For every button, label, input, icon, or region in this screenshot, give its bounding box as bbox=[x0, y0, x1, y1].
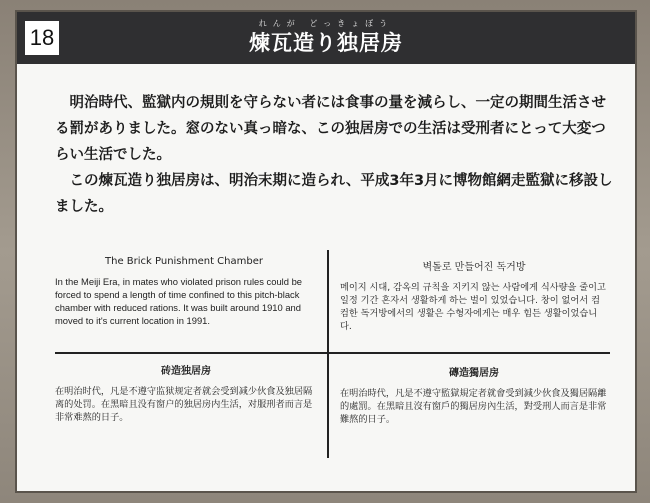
chinese-traditional-heading: 磚造獨居房 bbox=[449, 368, 499, 379]
english-translation bbox=[55, 256, 313, 327]
sign-number-badge: 18 bbox=[25, 21, 59, 55]
chinese-traditional-body: 在明治時代，凡是不遵守監獄規定者就會受到減少伙食及獨居隔離的處罰。在黑暗且沒有窗戶的獨居房內生活，對受刑人而言是非常難熬的日子。 bbox=[340, 388, 607, 425]
japanese-paragraph-1: 明治時代、監獄内の規則を守らない者には食事の量を減らし、一定の期間生活させる罰がありました。窓のない真っ暗な、この独居房での生活は受刑者にとって大変つらい生活でした。 bbox=[55, 95, 606, 163]
korean-translation bbox=[340, 258, 608, 333]
chinese-simplified-heading: 砖造独居房 bbox=[161, 366, 211, 377]
japanese-description bbox=[55, 90, 615, 220]
grid-vertical-divider bbox=[327, 250, 329, 458]
chinese-simplified-translation bbox=[55, 362, 317, 424]
korean-heading: 벽돌로 만들어진 독거방 bbox=[422, 262, 526, 273]
sign-title: 煉瓦造り独居房 bbox=[249, 31, 403, 55]
english-body: In the Meiji Era, in mates who violated prison rules could be forced to spend a length of time confined to this pitch-black chamber with reduced rations. It was built around 1910 and moved to it's current location in 1991. bbox=[55, 276, 303, 326]
sign-header bbox=[17, 12, 635, 64]
korean-body: 메이지 시대, 감옥의 규칙을 지키지 않는 사람에게 식사량을 줄이고 일정 기간 혼자서 생활하게 하는 벌이 있었습니다. 창이 없어서 컴컴한 독거방에서의 생활은 수형자에게는 매우 힘든 생활이었습니다. bbox=[340, 282, 606, 332]
information-sign bbox=[15, 10, 637, 493]
chinese-traditional-translation bbox=[340, 364, 608, 426]
grid-horizontal-divider bbox=[55, 352, 610, 354]
japanese-paragraph-2: この煉瓦造り独居房は、明治末期に造られ、平成3年3月に博物館網走監獄に移設しました。 bbox=[55, 173, 613, 215]
title-ruby: れんが どっきょぼう bbox=[258, 19, 394, 28]
translation-grid bbox=[55, 250, 610, 458]
english-heading: The Brick Punishment Chamber bbox=[105, 256, 263, 267]
title-block bbox=[17, 12, 635, 56]
chinese-simplified-body: 在明治时代，凡是不遵守监狱规定者就会受到减少伙食及独居隔离的处罚。在黑暗且没有窗户的独居房内生活，对服刑者而言是非常难熬的日子。 bbox=[55, 386, 313, 423]
